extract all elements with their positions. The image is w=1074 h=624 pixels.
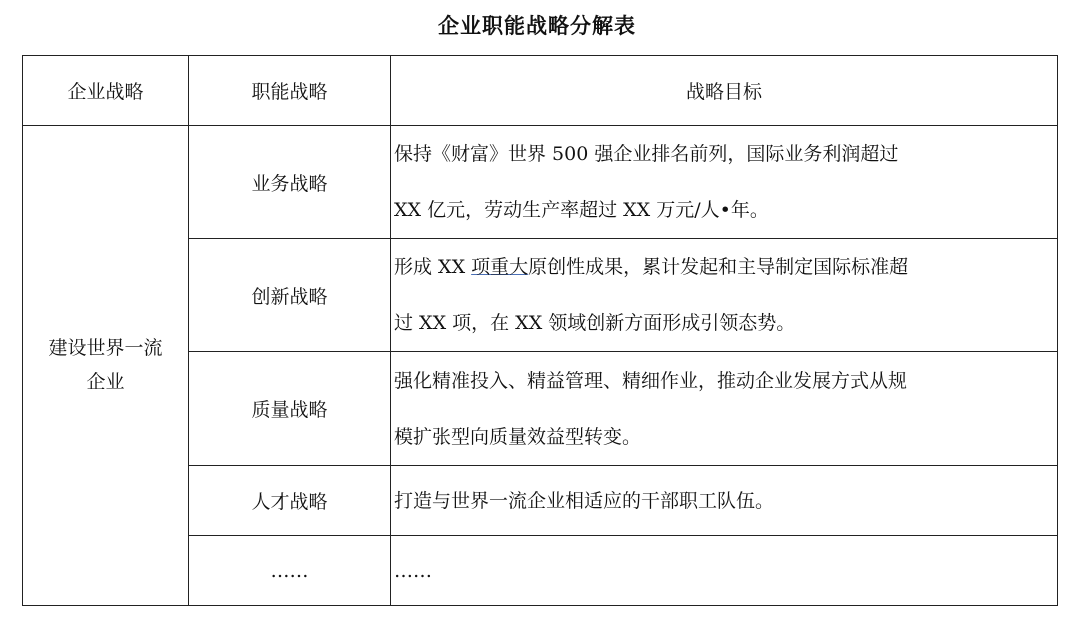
strategic-goal-cell <box>391 466 1058 536</box>
underlined-text-segment: 项重大 <box>471 256 529 278</box>
functional-strategy-cell: 创新战略 <box>189 239 391 352</box>
header-functional-strategy: 职能战略 <box>189 56 391 126</box>
goal-text-line <box>394 239 1055 295</box>
goal-text-line: 保持《财富》世界 500 强企业排名前列，国际业务利润超过 <box>394 143 899 165</box>
strategic-goal-cell <box>391 536 1058 606</box>
header-corporate-strategy: 企业战略 <box>23 56 189 126</box>
goal-text-line: 打造与世界一流企业相适应的干部职工队伍。 <box>394 489 775 512</box>
strategic-goal-cell <box>391 126 1058 239</box>
goal-text-segment: 原创性成果，累计发起和主导制定国际标准超 <box>528 256 909 278</box>
strategy-decomposition-table <box>22 55 1058 606</box>
goal-text-line: 强化精准投入、精益管理、精细作业，推动企业发展方式从规 <box>394 369 908 392</box>
goal-text-line: …… <box>394 559 432 582</box>
header-strategic-goal: 战略目标 <box>391 56 1058 126</box>
goal-text-line: XX 亿元，劳动生产率超过 XX 万元/人•年。 <box>394 199 769 221</box>
table-header-row <box>23 56 1058 126</box>
strategic-goal-cell <box>391 239 1058 352</box>
document-title: 企业职能战略分解表 <box>438 13 636 38</box>
corporate-strategy-line: 建设世界一流 <box>48 337 163 360</box>
corporate-strategy-line: 企业 <box>86 370 125 393</box>
corporate-strategy-cell <box>23 126 189 606</box>
goal-text-segment: 形成 XX <box>394 256 472 278</box>
goal-text-line: 过 XX 项，在 XX 领域创新方面形成引领态势。 <box>394 312 796 334</box>
strategic-goal-cell <box>391 352 1058 466</box>
goal-text-line: 模扩张型向质量效益型转变。 <box>394 425 642 448</box>
table-row <box>23 126 1058 239</box>
functional-strategy-cell: …… <box>189 536 391 606</box>
functional-strategy-cell: 人才战略 <box>189 466 391 536</box>
functional-strategy-cell: 质量战略 <box>189 352 391 466</box>
functional-strategy-cell: 业务战略 <box>189 126 391 239</box>
